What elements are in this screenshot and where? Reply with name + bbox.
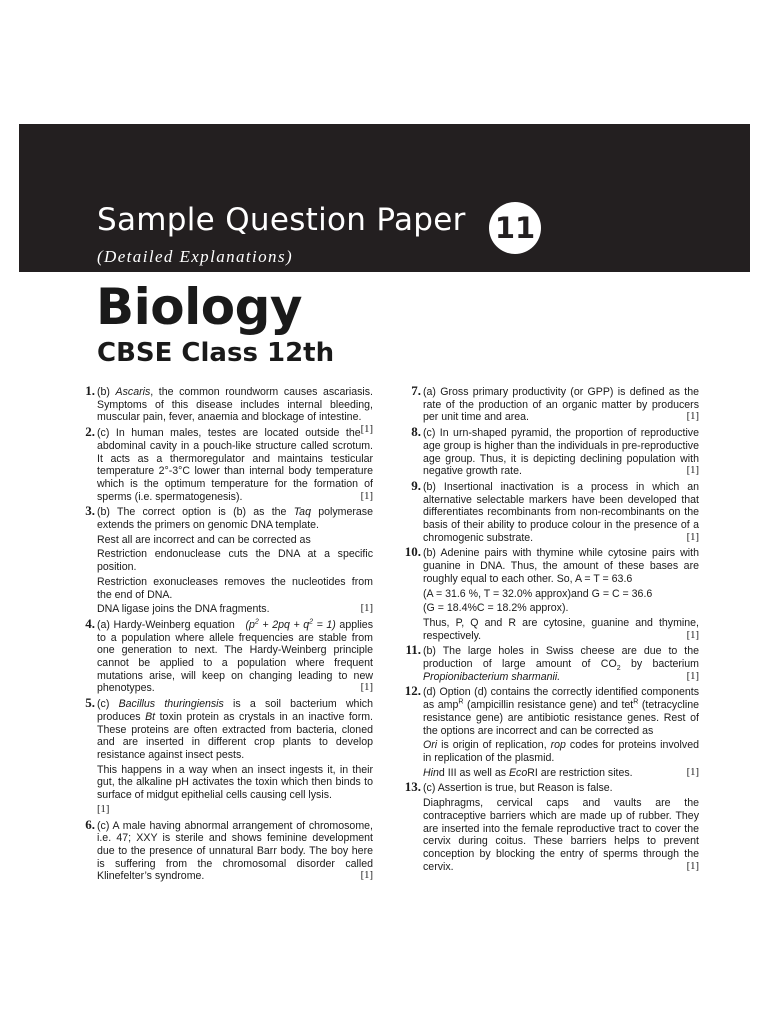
paper-title: Sample Question Paper: [97, 202, 466, 238]
answer-4: 4. (a) Hardy-Weinberg equation $(p^2 + 2pq + q^2 = 1)$ applies to a population where allele frequencies are stable from one generation to next. The Hardy-Weinberg principle cannot be applied to a population where frequent mutations arise, will keep on changing leading to new phenotypes. [1]: [85, 615, 373, 695]
answer-13: 13. (c) Assertion is true, but Reason is false. Diaphragms, cervical caps and vaults are the contraceptive barriers which are made up of rubber. They are inserted into the female reproductive tract to cover the cervix during coitus. These barriers helps to prevent conception by blocking the entry of sperms through the cervix. [1]: [404, 779, 699, 873]
answer-8: 8. (c) In urn-shaped pyramid, the proportion of reproductive age group is higher than the individuals in pre-reproductive age group. Thus, it is depicting declining population with negative growth rate. [1]: [411, 424, 699, 478]
header-banner: [19, 124, 750, 272]
subject-title: Biology: [96, 278, 302, 336]
left-column: [85, 383, 373, 886]
paper-subtitle: (Detailed Explanations): [97, 247, 294, 266]
answer-1: 1. (b) Ascaris, the common roundworm causes ascariasis. Symptoms of this disease includes internal bleeding, muscular pain, fever, anaemia and blockage of intestine. [1]: [85, 383, 373, 436]
answer-9: 9. (b) Insertional inactivation is a process in which an alternative selectable markers have been developed that differentiates recombinants from non-recombinants on the basis of their ability to produce colour in the presence of a chromogenic substrate. [1]: [411, 477, 699, 544]
answer-12: 12. (d) Option (d) contains the correctly identified components as amp$^R$ (ampicillin resistance gene) and tet$^R$ (tetracycline resistance gene) are antibiotic resistance genes. Rest of the options are incorrect and can be corrected as Ori is origin of replication, rop codes for proteins involved in replication of the plasmid. Hind III as well as EcoRI are restriction sites. [1]: [404, 683, 699, 779]
answer-7: 7. (a) Gross primary productivity (or GPP) is defined as the rate of the production of an organic matter by producers per unit time and area. [1]: [411, 383, 699, 424]
answer-11: 11. (b) The large holes in Swiss cheese are due to the production of large amount of $CO_2$ by bacterium Propionibacterium sharmanii. [1]: [405, 642, 699, 683]
answer-5: 5. (c) Bacillus thuringiensis is a soil bacterium which produces Bt toxin protein as crystals in an inactive form. These proteins are often extracted from bacteria, cloned and are inserted in different crop plants to develop resistance against insect pests. This happens in a way when an insect ingests it, in their gut, the alkaline pH activates the toxin which then binds to surface of midgut epithelial cells causing cell lysis. [1]: [85, 695, 373, 815]
answer-3: 3. (b) The correct option is (b) as the Taq polymerase extends the primers on genomic DNA template. Rest all are incorrect and can be corrected as Restriction endonuclease cuts the DNA at a specific position. Restriction exonucleases removes the nucleotides from the end of DNA. DNA ligase joins the DNA fragments. [1]: [85, 503, 373, 616]
answer-6: 6. (c) A male having abnormal arrangement of chromosome, i.e. 47; XXY is sterile and shows feminine development due to the presence of unnatural Barr body. The boy here is suffering from the chromosomal disorder called Klinefelter’s syndrome. [1]: [85, 816, 373, 883]
right-column: [404, 383, 699, 876]
class-title: CBSE Class 12th: [97, 338, 335, 368]
answer-10: 10. (b) Adenine pairs with thymine while cytosine pairs with guanine in DNA. Thus, the amount of these bases are roughly equal to each other. So, A = T = 63.6 (A = 31.6 %, T = 32.0% approx)and G = C = 36.6 (G = 18.4%C = 18.2% approx). Thus, P, Q and R are cytosine, guanine and thymine, respectively. [1]: [404, 544, 699, 642]
answer-2: 2. (c) In human males, testes are located outside the abdominal cavity in a pouch-like structure called scrotum. It acts as a thermoregulator and maintains testicular temperature 2°-3°C lower than internal body temperature which is the optimum temperature for the formation of sperms (i.e. spermatogenesis). [1]: [85, 424, 373, 503]
paper-number-badge: 11: [489, 202, 541, 254]
